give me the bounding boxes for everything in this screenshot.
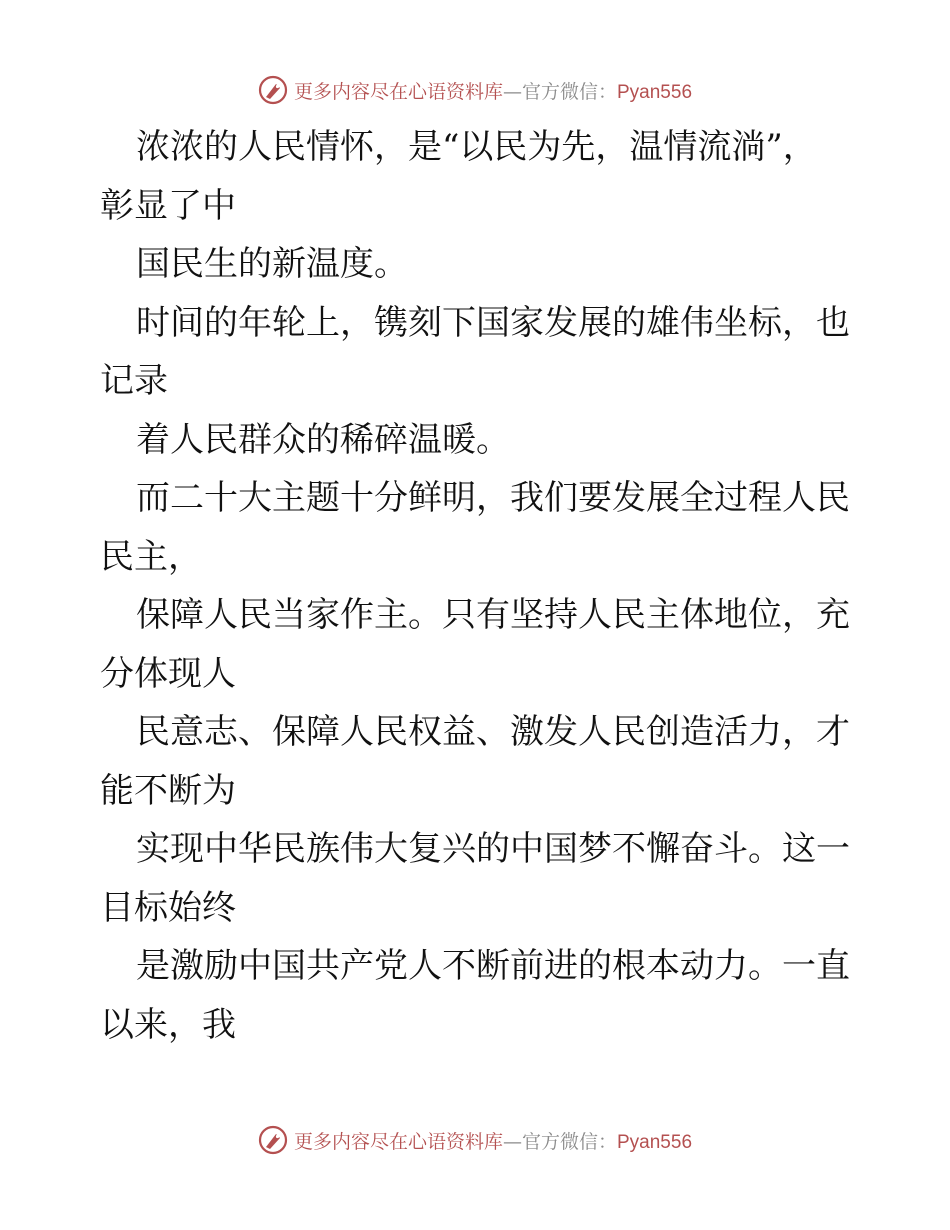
pen-nib-logo-icon [258,75,288,105]
header-banner-official: 官方微信： [521,80,617,103]
pen-nib-logo-icon [258,1125,288,1155]
header-banner-id: Pyan556 [617,81,693,103]
text-line: 以来，我 [100,1004,236,1045]
text-line: 着人民群众的稀碎温暖。 [136,419,510,460]
document-body [100,118,860,1054]
text-line: 目标始终 [100,887,236,928]
text-line: 实现中华民族伟大复兴的中国梦不懈奋斗。这一 [136,829,850,869]
text-line: 彰显了中 [100,185,236,226]
footer-banner-inner [258,1125,692,1155]
header-banner-dash: — [502,80,522,103]
text-line: 保障人民当家作主。只有坚持人民主体地位，充 [136,595,850,635]
text-line: 分体现人 [100,653,236,694]
footer-banner-official: 官方微信： [521,1130,617,1153]
header-banner-inner [258,75,692,105]
text-line: 浓浓的人民情怀，是“以民为先，温情流淌”， [136,127,817,167]
footer-banner-text [294,1127,692,1154]
text-line: 能不断为 [100,770,236,811]
header-banner [0,72,950,108]
footer-banner-id: Pyan556 [617,1131,693,1153]
text-line: 时间的年轮上，镌刻下国家发展的雄伟坐标，也 [136,302,850,343]
text-line: 而二十大主题十分鲜明，我们要发展全过程人民 [136,478,850,518]
footer-banner-main: 更多内容尽在心语资料库 [293,1130,503,1153]
text-line: 记录 [100,361,168,401]
text-line: 民主， [100,536,202,577]
text-line: 是激励中国共产党人不断前进的根本动力。一直 [136,946,850,986]
text-line: 国民生的新温度。 [136,244,408,284]
footer-banner-dash: — [502,1130,522,1153]
text-line: 民意志、保障人民权益、激发人民创造活力，才 [136,712,850,752]
footer-banner [0,1122,950,1158]
header-banner-text [294,77,692,104]
header-banner-main: 更多内容尽在心语资料库 [293,80,503,103]
